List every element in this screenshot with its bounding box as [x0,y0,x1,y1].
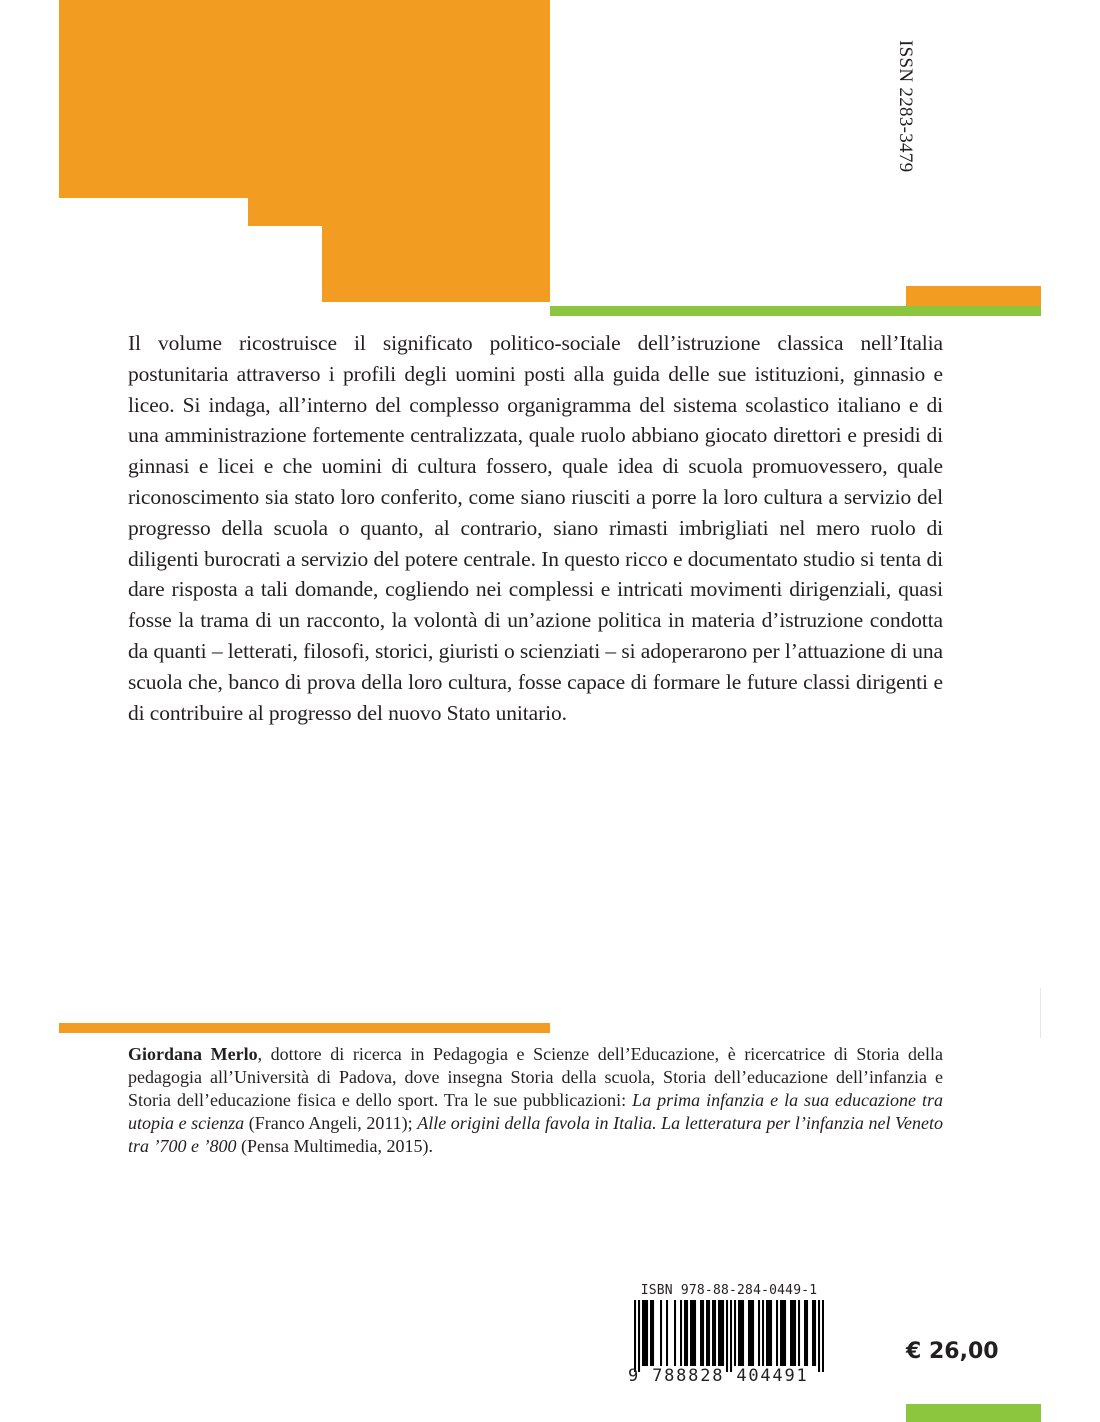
barcode-bar [814,1300,816,1366]
barcode-bar [650,1300,652,1366]
barcode-bar [706,1300,708,1366]
barcode-bar [790,1300,792,1366]
barcode-bar [804,1300,806,1366]
barcode-bar [684,1300,686,1366]
barcode-bar [784,1300,786,1366]
barcode [628,1283,826,1385]
barcode-bar [734,1300,736,1366]
barcode-bar [738,1300,740,1366]
barcode-bar [812,1300,814,1366]
barcode-bar [722,1300,724,1366]
barcode-bar [690,1300,692,1366]
barcode-bar [776,1300,778,1366]
barcode-bar [794,1300,796,1366]
orange-block-right [906,286,1041,306]
barcode-bar [730,1300,732,1372]
orange-block-top [59,0,550,76]
barcode-bar [726,1300,728,1372]
barcode-bar [758,1300,760,1366]
barcode-bar [712,1300,714,1366]
price-label: € 26,00 [906,1339,999,1364]
bio-title-1: La prima infanzia e la sua educazione tra utopia e scienza [128,1090,943,1133]
barcode-bar [638,1300,640,1372]
barcode-bar [652,1300,654,1366]
barcode-bar [766,1300,768,1366]
barcode-bar [822,1300,824,1372]
bio-text-2: (Franco Angeli, 2011); [244,1113,418,1133]
barcode-bar [798,1300,800,1366]
barcode-bar [750,1300,752,1366]
barcode-bar [660,1300,662,1366]
barcode-bar [694,1300,696,1366]
barcode-bar [680,1300,682,1366]
barcode-bar [742,1300,744,1366]
bio-text-1: , dottore di ricerca in Pedagogia e Scienze dell’Educazione, è ricercatrice di Storia della pedagogia all’Università di Padova, dove insegna Storia della scuola, Storia dell’educazione dell’infanzia e Storia dell’educazione fisica e dello sport. Tra le sue pubblicazioni: [128,1044,943,1110]
bio-title-2: Alle origini della favola in Italia. La letteratura per l’infanzia nel Veneto tra ’700 e ’800 [128,1113,944,1156]
barcode-bar [646,1300,648,1366]
blurb-text: Il volume ricostruisce il significato politico-sociale dell’istruzione classica nell’Italia postunitaria attraverso i profili degli uomini posti alla guida delle sue istituzioni, ginnasio e liceo. Si indaga, all’interno del complesso organigramma del sistema scolastico italiano e di una amministrazione fortemente centralizzata, quale ruolo abbiano giocato direttori e presidi di ginnasi e licei e che uomini di cultura fossero, quale idea di scuola promuovessero, quale riconoscimento sia stato loro conferito, come siano riusciti a porre la loro cultura a servizio del progresso della scuola o quanto, al contrario, siano rimasti imbrigliati nel mero ruolo di diligenti burocrati a servizio del potere centrale. In questo ricco e documentato studio si tenta di dare risposta a tali domande, cogliendo nei complessi e intricati movimenti dirigenziali, quasi fosse la trama di un racconto, la volontà di un’azione politica in materia d’istruzione condotta da quanti – letterati, filosofi, storici, giuristi o scienziati – si adoperarono per l’attuazione di una scuola che, banco di prova della loro cultura, fosse capace di formare le future classi dirigenti e di contribuire al progresso del nuovo Stato unitario. [128,331,943,725]
barcode-bar [644,1300,646,1366]
orange-block-left [59,76,550,198]
barcode-bar [780,1300,782,1366]
barcode-bar [768,1300,770,1366]
author-bio [128,1043,943,1158]
barcode-bar [748,1300,750,1366]
barcode-bar [770,1300,772,1366]
barcode-bar [702,1300,704,1366]
barcode-bar [714,1300,716,1366]
barcode-bar [740,1300,742,1366]
isbn-label: ISBN 978-88-284-0449-1 [640,1283,818,1298]
barcode-bar [692,1300,694,1366]
barcode-bar [818,1300,820,1372]
barcode-bar [718,1300,720,1366]
barcode-bar [674,1300,676,1366]
barcode-bar [752,1300,754,1366]
author-name: Giordana Merlo [128,1044,258,1064]
orange-block-mid [248,198,550,226]
ean-digits: 9 788828 404491 [628,1366,809,1386]
barcode-bar [720,1300,722,1366]
barcode-bars [634,1300,824,1372]
barcode-bar [708,1300,710,1366]
issn-label: ISSN 2283-3479 [895,40,916,173]
green-bar-top [550,306,1041,316]
orange-block-bottom [322,226,550,302]
orange-divider-bar [59,1023,550,1033]
barcode-bar [762,1300,764,1366]
barcode-bar [806,1300,808,1366]
barcode-bar [700,1300,702,1366]
barcode-bar [634,1300,636,1372]
barcode-bar [686,1300,688,1366]
bio-text-3: (Pensa Multimedia, 2015). [236,1136,433,1156]
green-bar-bottom [906,1404,1041,1422]
faint-divider [1040,988,1041,1038]
barcode-bar [792,1300,794,1366]
barcode-bar [666,1300,668,1366]
barcode-bar [642,1300,644,1366]
barcode-bar [782,1300,784,1366]
